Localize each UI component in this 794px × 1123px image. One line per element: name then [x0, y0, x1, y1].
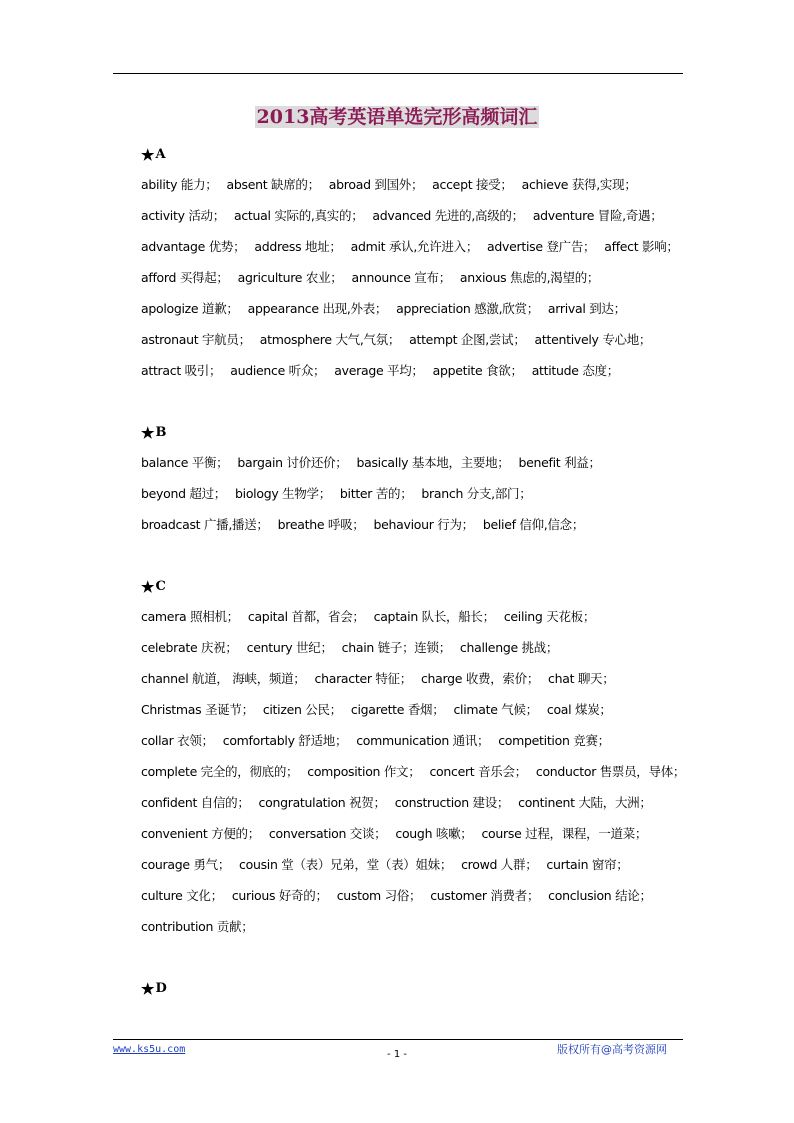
vocab-entry: challenge 挑战；	[459, 640, 559, 655]
vocab-entry: activity 活动；	[141, 208, 225, 223]
vocab-entry: cousin 堂（表）兄弟，堂（表）姐妹；	[239, 857, 453, 872]
vocab-entry: attract 吸引；	[141, 363, 222, 378]
section-heading	[141, 979, 701, 999]
vocab-entry: conclusion 结论；	[548, 888, 652, 903]
section-letter: B	[155, 425, 167, 440]
vocab-entry: congratulation 祝贺；	[258, 795, 386, 810]
vocab-entry: captain 队长，船长；	[373, 609, 495, 624]
vocab-line	[141, 607, 701, 638]
vocab-entry: cough 咳嗽；	[395, 826, 473, 841]
page-title: 2013高考英语单选完形高频词汇	[256, 106, 538, 128]
vocab-entry: achieve 获得,实现；	[521, 177, 637, 192]
vocab-entry: behaviour 行为；	[373, 517, 474, 532]
vocab-entry: comfortably 舒适地；	[222, 733, 348, 748]
vocab-entry: cigarette 香烟；	[350, 702, 445, 717]
vocab-line	[141, 175, 701, 206]
vocab-line	[141, 268, 701, 299]
section-a	[141, 145, 701, 392]
vocab-entry: course 过程，课程，一道菜；	[481, 826, 648, 841]
vocab-entry: audience 听众；	[230, 363, 326, 378]
vocab-line	[141, 515, 701, 546]
vocab-entry: climate 气候；	[453, 702, 538, 717]
vocab-entry: citizen 公民；	[262, 702, 342, 717]
vocab-entry: afford 买得起；	[141, 270, 229, 285]
vocab-line	[141, 453, 701, 484]
vocab-entry: absent 缺席的；	[226, 177, 320, 192]
vocab-entry: attentively 专心地；	[534, 332, 652, 347]
vocab-line	[141, 237, 701, 268]
vocab-entry: biology 生物学；	[235, 486, 331, 501]
vocab-line	[141, 361, 701, 392]
vocab-entry: actual 实际的,真实的；	[233, 208, 364, 223]
star-icon: ★	[141, 424, 155, 442]
vocab-entry: atmosphere 大气,气氛；	[259, 332, 401, 347]
vocab-entry: bitter 苦的；	[339, 486, 413, 501]
vocab-entry: coal 煤炭；	[546, 702, 612, 717]
vocab-entry: attempt 企图,尝试；	[409, 332, 526, 347]
vocab-line	[141, 917, 701, 948]
section-letter: C	[155, 579, 166, 594]
vocab-entry: arrival 到达；	[547, 301, 626, 316]
vocab-line	[141, 886, 701, 917]
vocab-line	[141, 669, 701, 700]
header-rule	[113, 73, 683, 74]
section-b	[141, 423, 701, 546]
vocab-entry: complete 完全的，彻底的；	[141, 764, 299, 779]
vocab-entry: culture 文化；	[141, 888, 223, 903]
vocab-entry: communication 通讯；	[356, 733, 490, 748]
vocab-entry: anxious 焦虑的,渴望的；	[459, 270, 600, 285]
vocab-entry: appearance 出现,外表；	[247, 301, 388, 316]
vocab-entry: custom 习俗；	[336, 888, 422, 903]
footer-copyright: 版权所有@高考资源网	[557, 1043, 667, 1056]
vocab-entry: agriculture 农业；	[237, 270, 343, 285]
vocab-line	[141, 731, 701, 762]
vocab-entry: affect 影响；	[604, 239, 679, 254]
vocab-entry: balance 平衡；	[141, 455, 229, 470]
vocabulary-content	[141, 145, 701, 1009]
star-icon: ★	[141, 578, 155, 596]
vocab-entry: breathe 呼吸；	[277, 517, 365, 532]
vocab-entry: branch 分支,部门；	[421, 486, 532, 501]
vocab-entry: channel 航道， 海峡，频道；	[141, 671, 306, 686]
vocab-entry: celebrate 庆祝；	[141, 640, 238, 655]
vocab-entry: curtain 窗帘；	[546, 857, 629, 872]
vocab-entry: broadcast 广播,播送；	[141, 517, 269, 532]
vocab-entry: basically 基本地，主要地；	[356, 455, 510, 470]
vocab-line	[141, 762, 701, 793]
vocab-entry: advantage 优势；	[141, 239, 246, 254]
vocab-entry: customer 消费者；	[430, 888, 540, 903]
vocab-line	[141, 484, 701, 515]
vocab-line	[141, 638, 701, 669]
vocab-entry: concert 音乐会；	[429, 764, 527, 779]
vocab-entry: advertise 登广告；	[487, 239, 596, 254]
vocab-entry: average 平均；	[334, 363, 424, 378]
section-letter: D	[155, 981, 167, 996]
vocab-entry: Christmas 圣诞节；	[141, 702, 254, 717]
vocab-entry: adventure 冒险,奇遇；	[532, 208, 663, 223]
vocab-entry: astronaut 宇航员；	[141, 332, 251, 347]
section-c	[141, 577, 701, 948]
vocab-entry: admit 承认,允许进入；	[350, 239, 479, 254]
star-icon: ★	[141, 980, 155, 998]
vocab-line	[141, 700, 701, 731]
vocab-line	[141, 793, 701, 824]
vocab-entry: appetite 食欲；	[432, 363, 523, 378]
footer-rule	[113, 1039, 683, 1040]
vocab-entry: accept 接受；	[432, 177, 513, 192]
vocab-entry: character 特征；	[314, 671, 412, 686]
vocab-entry: bargain 讨价还价；	[237, 455, 348, 470]
vocab-entry: curious 好奇的；	[231, 888, 328, 903]
section-heading	[141, 577, 701, 597]
page-number: - 1 -	[387, 1049, 407, 1060]
vocab-entry: advanced 先进的,高级的；	[372, 208, 524, 223]
vocab-entry: beyond 超过；	[141, 486, 227, 501]
vocab-entry: competition 竞赛；	[498, 733, 610, 748]
vocab-entry: century 世纪；	[246, 640, 333, 655]
vocab-line	[141, 206, 701, 237]
vocab-entry: conductor 售票员，导体；	[535, 764, 686, 779]
vocab-entry: ability 能力；	[141, 177, 218, 192]
vocab-entry: camera 照相机；	[141, 609, 239, 624]
vocab-entry: ceiling 天花板；	[503, 609, 596, 624]
vocab-entry: construction 建设；	[394, 795, 510, 810]
vocab-entry: capital 首都，省会；	[247, 609, 365, 624]
footer-site-link[interactable]: www.ks5u.com	[113, 1044, 186, 1055]
vocab-entry: appreciation 感激,欣赏；	[396, 301, 539, 316]
section-heading	[141, 423, 701, 443]
section-heading	[141, 145, 701, 165]
vocab-line	[141, 330, 701, 361]
vocab-entry: confident 自信的；	[141, 795, 250, 810]
vocab-entry: collar 衣领；	[141, 733, 214, 748]
vocab-entry: abroad 到国外；	[328, 177, 424, 192]
vocab-entry: crowd 人群；	[461, 857, 538, 872]
vocab-entry: conversation 交谈；	[268, 826, 387, 841]
section-d	[141, 979, 701, 999]
section-letter: A	[155, 147, 166, 162]
vocab-entry: chain 链子；连锁；	[341, 640, 451, 655]
vocab-entry: belief 信仰,信念；	[482, 517, 585, 532]
vocab-entry: announce 宣布；	[351, 270, 451, 285]
vocab-line	[141, 299, 701, 330]
vocab-line	[141, 824, 701, 855]
vocab-entry: continent 大陆，大洲；	[518, 795, 652, 810]
vocab-entry: apologize 道歉；	[141, 301, 239, 316]
vocab-entry: address 地址；	[254, 239, 342, 254]
vocab-entry: contribution 贡献；	[141, 919, 254, 934]
vocab-entry: attitude 态度；	[531, 363, 619, 378]
vocab-line	[141, 855, 701, 886]
vocab-entry: chat 聊天；	[548, 671, 615, 686]
vocab-entry: convenient 方便的；	[141, 826, 260, 841]
vocab-entry: charge 收费，索价；	[420, 671, 540, 686]
vocab-entry: courage 勇气；	[141, 857, 231, 872]
vocab-entry: composition 作文；	[307, 764, 421, 779]
star-icon: ★	[141, 146, 155, 164]
vocab-entry: benefit 利益；	[518, 455, 601, 470]
